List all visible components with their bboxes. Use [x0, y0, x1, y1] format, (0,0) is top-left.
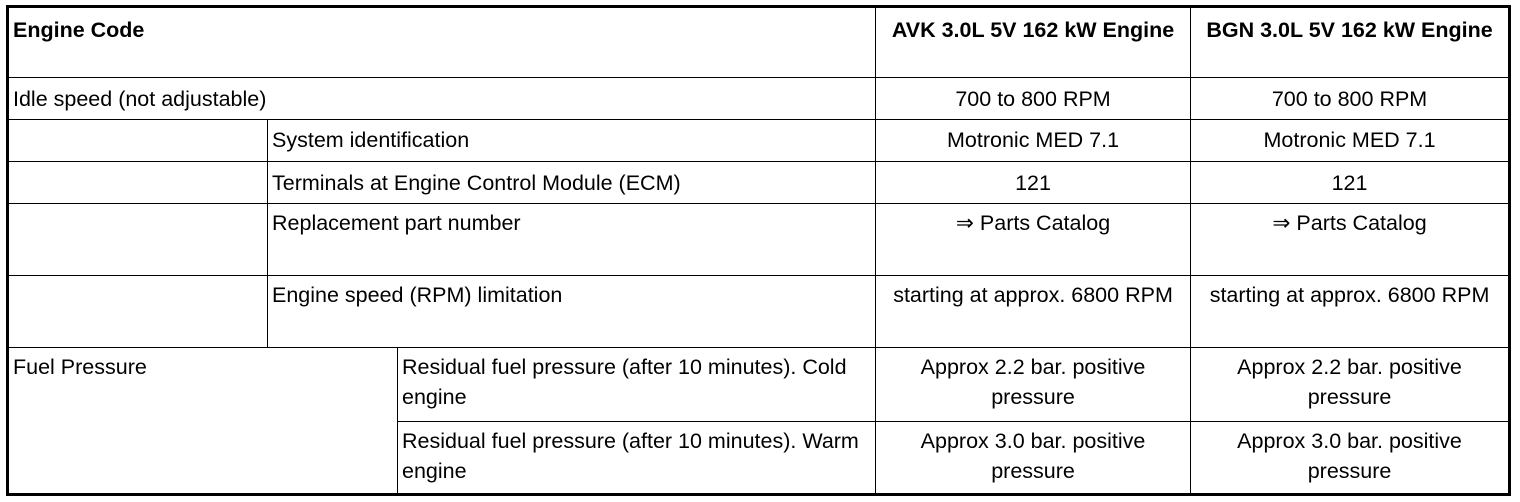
rpm-limit-row [8, 275, 1510, 347]
rpm-limit-bgn: starting at approx. 6800 RPM [1191, 275, 1510, 347]
residual-cold-bgn: Approx 2.2 bar. positive pressure [1191, 348, 1510, 421]
idle-speed-row [8, 78, 1510, 119]
replacement-part-row [8, 204, 1510, 275]
idle-speed-avk: 700 to 800 RPM [876, 78, 1191, 119]
residual-warm-avk: Approx 3.0 bar. positive pressure [876, 421, 1191, 495]
idle-speed-label: Idle speed (not adjustable) [8, 78, 876, 119]
residual-cold-row [8, 348, 1510, 421]
terminals-avk: 121 [876, 161, 1191, 203]
system-id-label: System identification [268, 119, 876, 161]
system-id-bgn: Motronic MED 7.1 [1191, 119, 1510, 161]
terminals-label: Terminals at Engine Control Module (ECM) [268, 161, 876, 203]
empty-cell [8, 204, 268, 275]
empty-cell [8, 161, 268, 203]
terminals-row [8, 161, 1510, 203]
bgn-engine-header: BGN 3.0L 5V 162 kW Engine [1191, 7, 1510, 78]
avk-engine-header: AVK 3.0L 5V 162 kW Engine [876, 7, 1191, 78]
system-id-row [8, 119, 1510, 161]
idle-speed-bgn: 700 to 800 RPM [1191, 78, 1510, 119]
residual-warm-label: Residual fuel pressure (after 10 minutes). Warm engine [398, 421, 876, 495]
rpm-limit-label: Engine speed (RPM) limitation [268, 275, 876, 347]
replacement-part-bgn-link[interactable]: ⇒ Parts Catalog [1191, 204, 1510, 275]
fuel-pressure-label: Fuel Pressure [8, 348, 398, 495]
residual-cold-avk: Approx 2.2 bar. positive pressure [876, 348, 1191, 421]
replacement-part-label: Replacement part number [268, 204, 876, 275]
header-row [8, 7, 1510, 78]
engine-code-header: Engine Code [8, 7, 876, 78]
system-id-avk: Motronic MED 7.1 [876, 119, 1191, 161]
empty-cell [8, 119, 268, 161]
engine-spec-table [6, 5, 1511, 496]
residual-cold-label: Residual fuel pressure (after 10 minutes). Cold engine [398, 348, 876, 421]
replacement-part-avk-link[interactable]: ⇒ Parts Catalog [876, 204, 1191, 275]
terminals-bgn: 121 [1191, 161, 1510, 203]
empty-cell [8, 275, 268, 347]
residual-warm-bgn: Approx 3.0 bar. positive pressure [1191, 421, 1510, 495]
rpm-limit-avk: starting at approx. 6800 RPM [876, 275, 1191, 347]
